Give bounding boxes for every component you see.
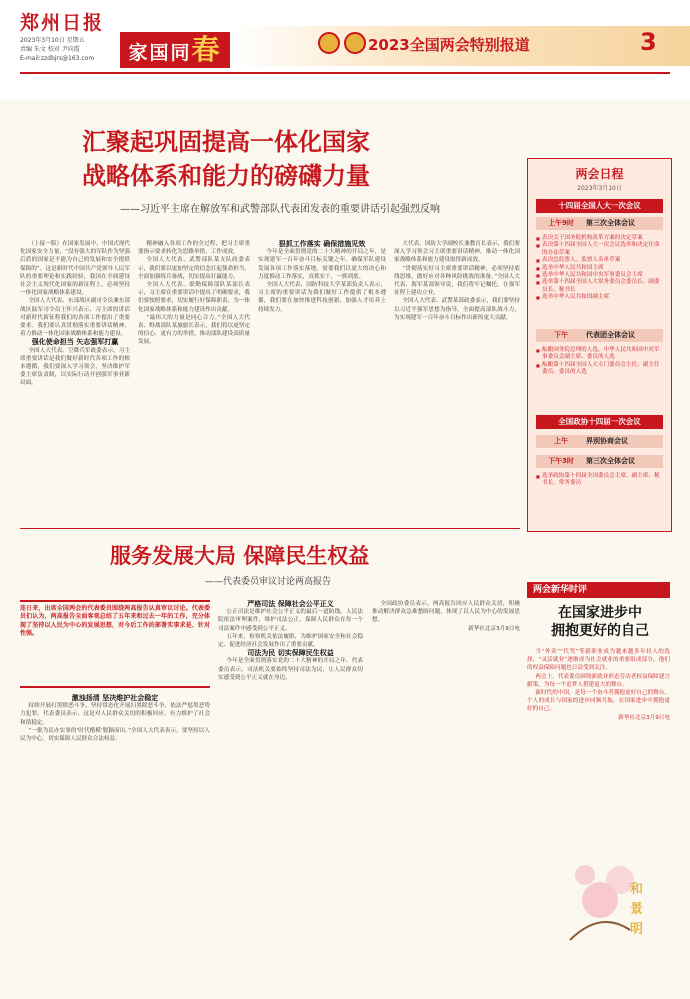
article2-column-2 — [218, 600, 363, 984]
deco-char: 明 — [630, 922, 644, 937]
time-row — [536, 435, 663, 448]
main-headline-line2: 战略体系和能力的磅礴力量 — [82, 161, 370, 190]
paragraph: 全国人大代表、联勤保障部队某部长表示，习主席在重要讲话中提出了明确要求，我们要按照要求，切实履行好保障职责，为一体化国家战略体系和能力建设作出贡献。 — [138, 282, 250, 313]
npc-band: 十四届全国人大一次会议 — [536, 199, 663, 213]
time-row — [536, 217, 663, 230]
article1-column-2 — [138, 240, 250, 525]
newspaper-logo: 郑州日报 — [20, 12, 105, 34]
time-label: 上午9时 — [548, 219, 574, 227]
second-headline: 服务发展大局 保障民生权益 — [110, 543, 370, 568]
agenda-list-1 — [536, 235, 663, 302]
agenda-item: ■ 酝酿国务院总理的人选、中华人民共和国中央军事委员会副主席、委员的人选 — [536, 347, 663, 362]
article1-column-4 — [394, 240, 520, 525]
page-number: 3 — [640, 28, 657, 56]
commentary-title-line1: 在国家进步中 — [558, 605, 642, 621]
decorative-text — [630, 880, 643, 940]
time-label: 下午3时 — [548, 457, 574, 465]
issue-email: E-mail:zzdbjrs@163.com — [20, 55, 95, 62]
article2-column-1 — [20, 694, 210, 984]
commentary-title — [535, 604, 665, 640]
schedule-sidebar — [527, 158, 672, 532]
paragraph: 今年是全面贯彻落实党的二十大精神的开局之年。代表委员表示，司法机关要始终坚持司法为民，让人民群众切实感受到公平正义就在身边。 — [218, 658, 363, 681]
lead-paragraph: 连日来，出席全国两会的代表委员围绕两高报告认真审议讨论。代表委员们认为，两高报告全面客观总结了五年来和过去一年的工作，充分体现了坚持以人民为中心的发展思想，对今后工作的部署实事求是、针对性强。 — [20, 600, 210, 688]
paragraph: 五年来，检察机关依法履职，为维护国家安全和社会稳定、促进经济社会发展作出了重要贡献。 — [218, 633, 363, 649]
agenda-item: ■ 表决总监票人、监票人名单草案 — [536, 257, 663, 264]
paragraph: “贯彻落实好习主席重要讲话精神，必须坚持底线思维，做好应对各种风险挑战的准备。”全国人大代表、海军某部领导说，我们将牢记嘱托，在强军征程上建功立业。 — [394, 265, 520, 297]
commentary-header: 两会新华时评 — [527, 582, 670, 598]
agenda-item: ■ 表决关于国务院机构改革方案的决定草案 — [536, 235, 663, 242]
main-headline — [82, 125, 452, 193]
paragraph: 公正司法是维护社会公平正义的最后一道防线。人民法院依法审理案件，维护司法公正，保障人民群众在每一个司法案件中感受到公平正义。 — [218, 609, 363, 632]
time-label: 上午 — [554, 437, 568, 445]
cppcc-emblem-icon — [344, 32, 366, 54]
commentary-title-line2: 拥抱更好的自己 — [551, 623, 649, 639]
section-title — [120, 32, 230, 68]
subsection-title: 狠抓工作落实 确保措施见效 — [278, 240, 366, 248]
paragraph: “一批为民办实事的‘时代楷模’脱颖而出。”全国人大代表表示，要坚持以人民为中心，切实保障人民群众合法权益。 — [20, 727, 210, 743]
emblems — [318, 32, 370, 58]
agenda-item: ■ 选举中华人民共和国副主席 — [536, 294, 663, 301]
issue-editors: 责编 朱文 校对 尹向霞 — [20, 46, 80, 53]
agenda-item: ■ 选举第十四届全国人大常务委员会委员长、副委员长、秘书长 — [536, 279, 663, 294]
paragraph: 精神融入各项工作的全过程，把习主席重要指示要求转化为思路举措、工作成效。 — [138, 241, 250, 256]
subsection-title: 强化使命担当 矢志强军打赢 — [31, 338, 119, 347]
cppcc-band: 全国政协十四届一次会议 — [536, 415, 663, 429]
top-divider — [20, 72, 670, 74]
paragraph: 全国政协委员表示，两高报告回应人民群众关切，积极推动解决群众急难愁盼问题，体现了以人民为中心的发展思想。 — [372, 601, 520, 624]
byline: 新华社北京3月9日电 — [468, 625, 520, 632]
schedule-title: 两会日程 — [575, 167, 624, 181]
time-row — [536, 455, 663, 468]
section-big-char: 春 — [191, 33, 222, 66]
agenda-item: ■ 选举政协第十四届全国委员会主席、副主席、秘书长、常务委员 — [536, 473, 663, 488]
time-label: 下午 — [554, 331, 568, 339]
agenda-item: ■ 酝酿第十四届全国人大专门委员会主任、副主任委员、委员的人选 — [536, 362, 663, 377]
special-report-title: 2023全国两会特别报道 — [368, 36, 530, 54]
section-divider — [20, 528, 520, 529]
deco-char: 和 — [630, 882, 644, 897]
paragraph: 两会上，代表委员围绕新就业形态劳动者权益保障建言献策，为每一个追梦人搭建更大的舞台。 — [527, 673, 670, 688]
national-emblem-icon — [318, 32, 340, 54]
flower-decoration-icon — [560, 840, 670, 950]
meeting-label: 第三次全体会议 — [586, 457, 635, 465]
article1-column-1 — [20, 240, 130, 525]
subsection-title: 司法为民 切实保障民生权益 — [247, 649, 334, 658]
meeting-label: 代表团全体会议 — [586, 331, 635, 339]
agenda-list-4 — [536, 473, 663, 488]
main-headline-line1: 汇聚起巩固提高一体化国家 — [82, 127, 370, 156]
agenda-item: ■ 表决第十四届全国人大一次会议选举和决定任命的办法草案 — [536, 242, 663, 257]
article2-column-3 — [372, 600, 520, 984]
paragraph: 全国人大代表、武警某部政委表示，我们要坚持以习近平强军思想为指导，全面提高部队战斗力，为实现建军一百年奋斗目标作出新的更大贡献。 — [394, 298, 520, 321]
paragraph: 全国人大代表、空降兵军政委表示，习主席重要讲话是我们做好新时代各项工作的根本遵循，我们要深入学习领会，坚决维护军委主席负责制，以实际行动开创强军事业新局面。 — [20, 347, 130, 387]
paragraph: 持续开展打黑除恶斗争，坚持常态化开展扫黑除恶斗争，依法严惩黑恶势力犯罪。代表委员表示，这是对人民群众关切的积极回应，有力维护了社会和谐稳定。 — [20, 703, 210, 726]
paragraph: 全国人大代表、武警部队某支队政委表示，我们要以更加坚定的信念扛起使命担当，全面加强练兵备战，切实提高打赢能力。 — [138, 257, 250, 280]
paragraph: 今年是全面贯彻党的二十大精神的开局之年，是实现建军一百年奋斗目标关键之年。确保军队建设发展各项工作落实落地，需要我们以更大的决心和力度推动工作落实，真抓实干，一抓到底。 — [258, 249, 386, 280]
paragraph: （上接一版）在国家发展中，中国式现代化国家安全力量，“没有强大的军队作为坚强后盾的国家是不能为自己的发展和安全提供保障的”。这是新时代中国共产党领导人民军队的重要理论和实践经验，我国在全面建设社会主义现代化国家的新征程上，必须坚持一体化国家战略体系建设。 — [20, 241, 130, 297]
commentary-body — [527, 648, 670, 722]
meeting-label: 第三次全体会议 — [586, 219, 635, 227]
paragraph: 当“外卖”“代驾”等新职业成为越来越多年轻人的选择，“灵活就业”逐渐成为社会就业的重要组成部分，他们的权益保障问题也日益受到关注。 — [527, 649, 670, 672]
byline: 新华社北京3月9日电 — [618, 714, 670, 721]
paragraph: 新时代的中国，是每一个奋斗者拥抱更好自己的舞台。个人的成长与国家的进步同频共振，在国家进步中拥抱更好的自己。 — [527, 690, 670, 713]
main-subhead: ——习近平主席在解放军和武警部队代表团发表的重要讲话引起强烈反响 — [120, 204, 440, 215]
second-subhead: ——代表委员审议讨论两高报告 — [205, 577, 332, 587]
issue-date: 2023年3月10日 星期五 — [20, 37, 85, 44]
agenda-item: ■ 选举中华人民共和国主席 — [536, 265, 663, 272]
subsection-title: 严格司法 保障社会公平正义 — [247, 600, 334, 608]
paragraph: “最伟大的力量是同心合力。”全国人大代表、野战部队某旅旅长表示，我们将以更坚定的信心、更有力的举措，推动部队建设高质量发展。 — [138, 314, 250, 346]
section-prefix: 家国同 — [128, 42, 192, 64]
agenda-list-2 — [536, 347, 663, 377]
schedule-date: 2023年3月10日 — [577, 185, 622, 192]
meeting-label: 界别协商会议 — [586, 437, 628, 445]
paragraph: 全国人大代表、国防科技大学某部负责人表示，习主席的重要讲话为我们做好工作提供了根本遵循，我们要在加快推进科技创新、加强人才培养上持续发力。 — [258, 282, 386, 313]
time-row — [536, 329, 663, 342]
subsection-title: 激浊扬清 坚决维护社会稳定 — [71, 694, 159, 702]
deco-char: 景 — [630, 902, 644, 917]
article1-column-3 — [258, 240, 386, 525]
agenda-item: ■ 选举中华人民共和国中央军事委员会主席 — [536, 272, 663, 279]
paragraph: 全国人大代表、东部战区副司令员兼东部战区陆军司令员王怀兴表示，习主席的讲话对新时代新征程我们的各项工作提出了重要要求。我们要认真贯彻落实重要讲话精神，着力推动一体化国家战略体系和能力建设。 — [20, 298, 130, 338]
issue-info — [20, 36, 94, 63]
paragraph: 大代表、国防大学副校长兼教育长表示，我们要深入学习领会习主席重要讲话精神，推动一体化国家战略体系和能力建设取得新成效。 — [394, 241, 520, 264]
